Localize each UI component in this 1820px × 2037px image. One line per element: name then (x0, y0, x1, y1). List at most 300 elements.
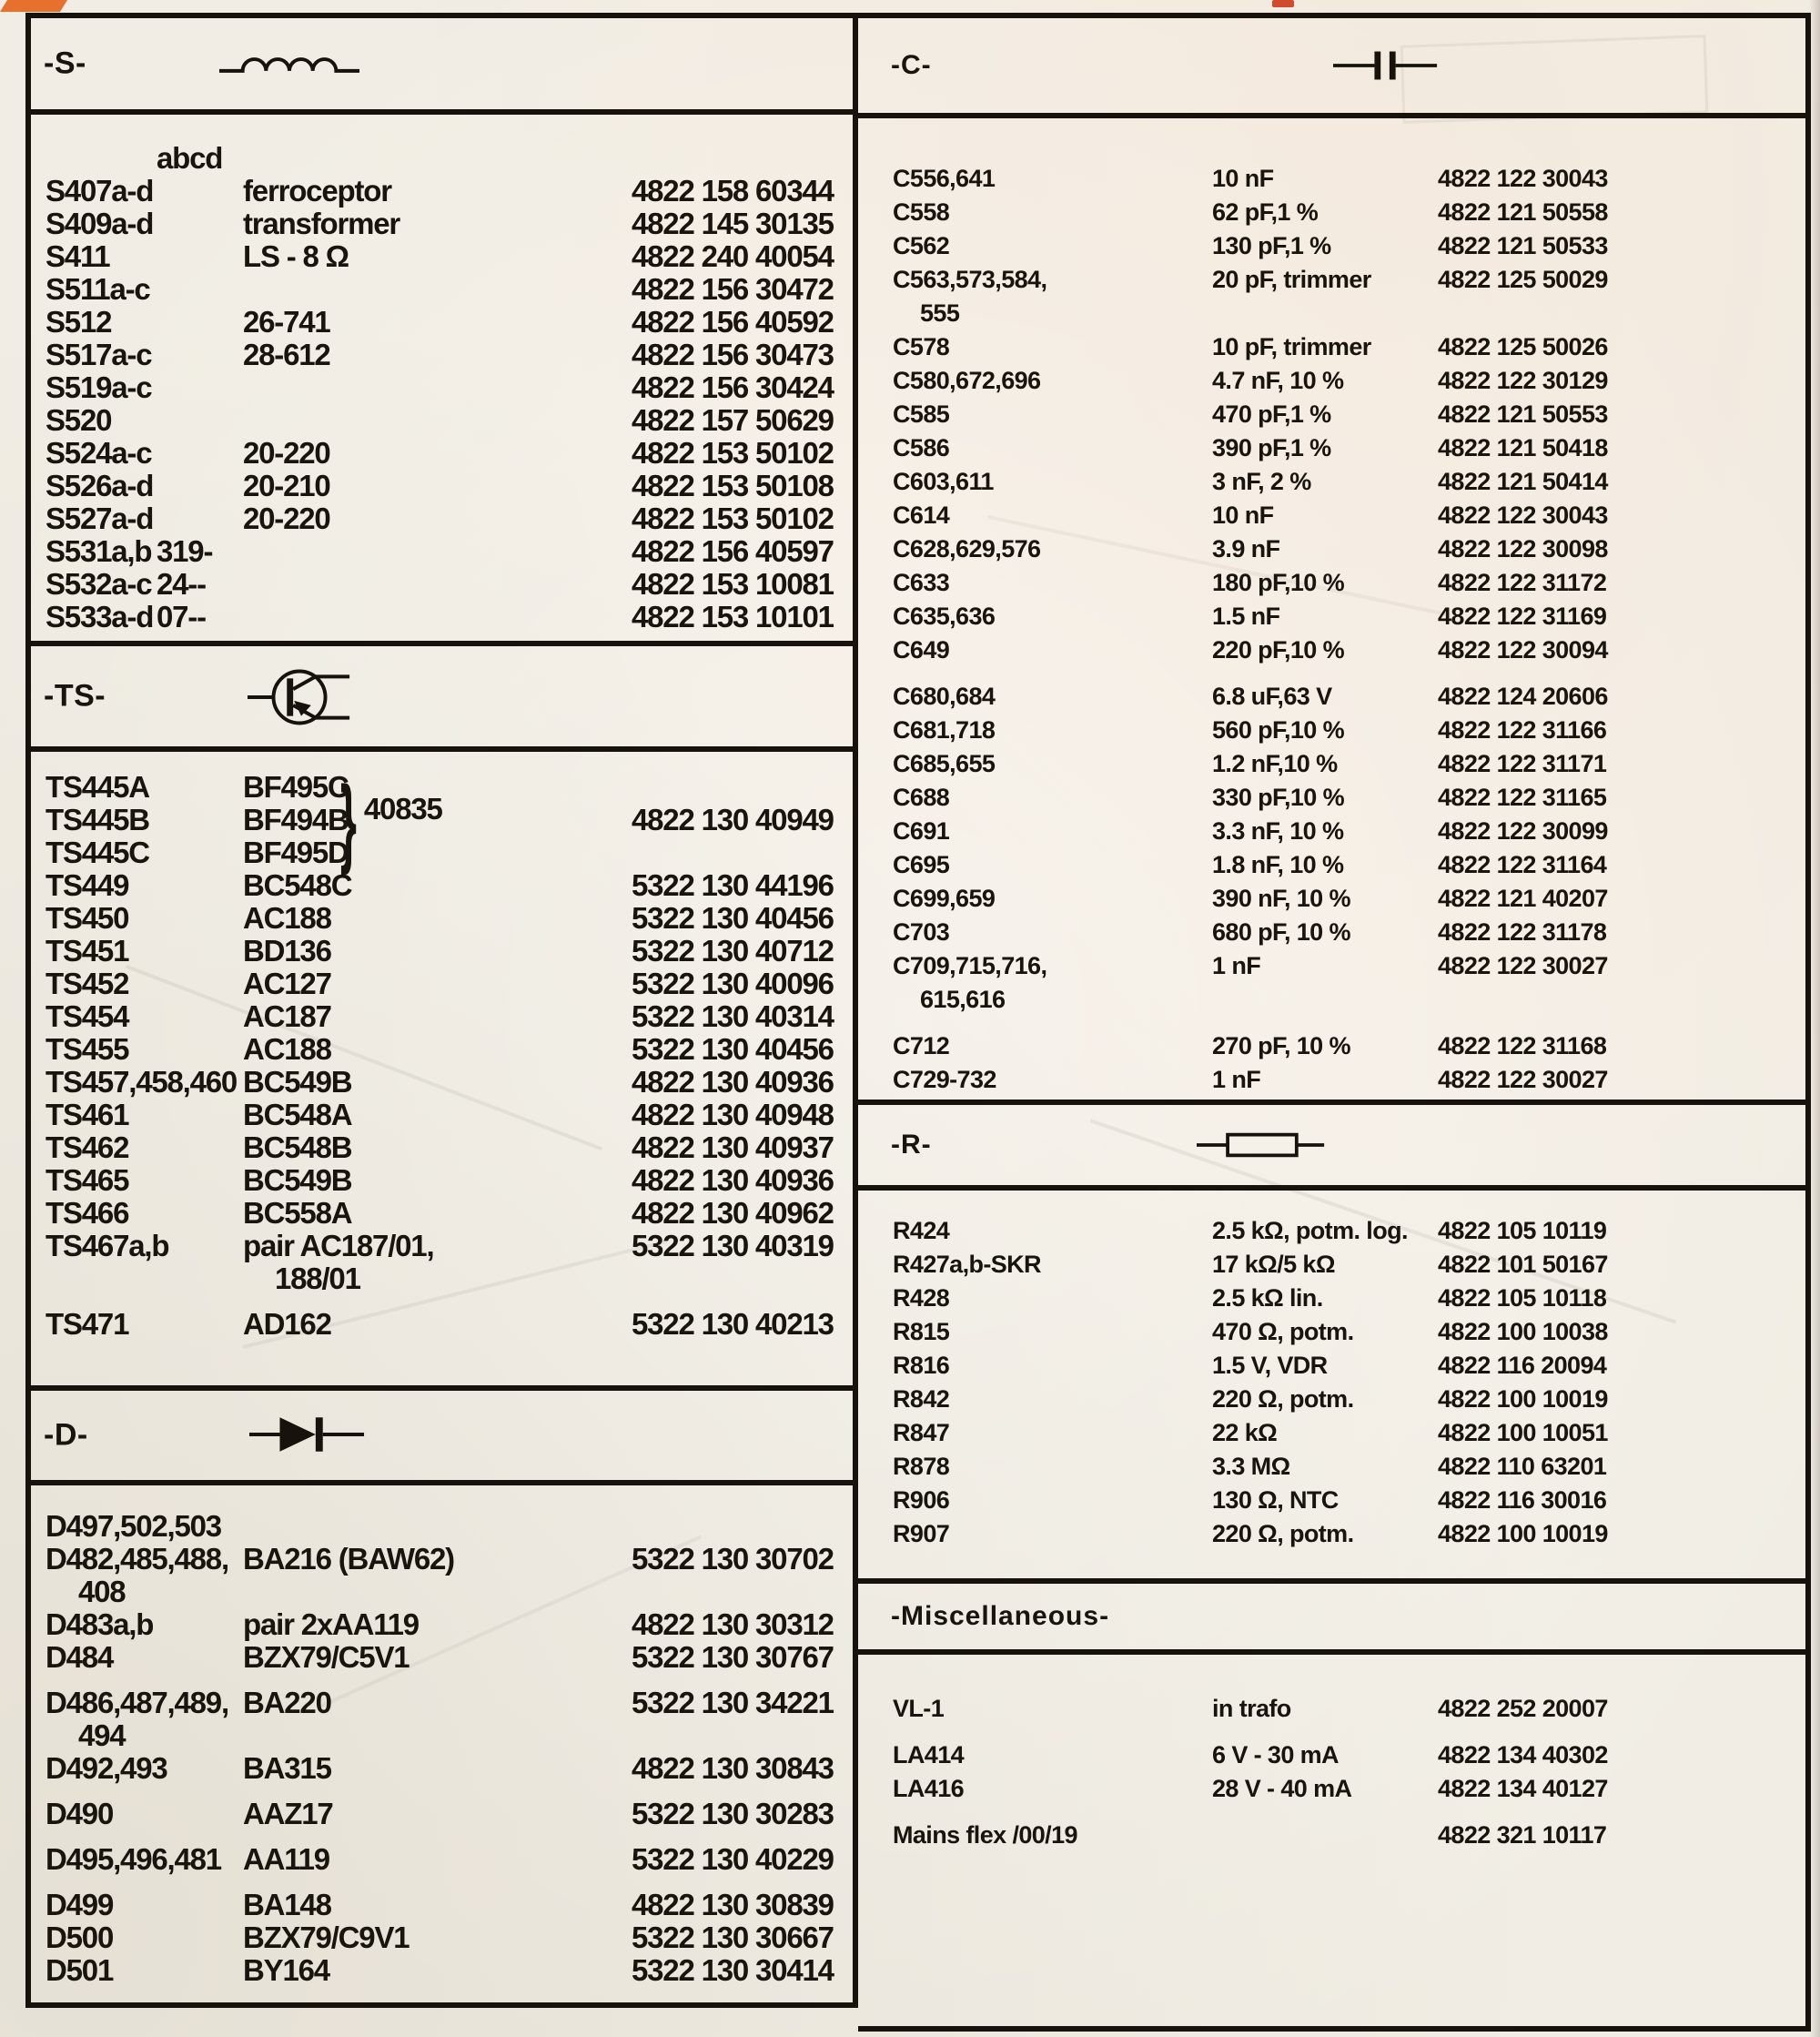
part-value: 6.8 uF,63 V (1212, 683, 1332, 710)
part-value: 28-612 (243, 338, 330, 371)
part-ref: C562 (893, 232, 950, 259)
part-row (31, 1164, 853, 1197)
part-row (858, 815, 1805, 848)
part-row (858, 364, 1805, 398)
section-ts-rows (31, 752, 853, 1385)
part-code: 5322 130 40319 (632, 1229, 834, 1262)
column-header-label: abcd (157, 141, 223, 175)
part-ref: 615,616 (920, 986, 1006, 1013)
part-row (858, 1484, 1805, 1517)
section-c (858, 118, 1805, 1105)
part-value: BC549B (243, 1065, 352, 1099)
part-code: 4822 122 30098 (1438, 535, 1608, 562)
part-row (858, 1738, 1805, 1772)
part-value: BD136 (243, 934, 331, 968)
part-value: 1.5 nF (1212, 603, 1280, 630)
part-code: 4822 240 40054 (632, 239, 834, 273)
part-code: 4822 125 50026 (1438, 333, 1608, 360)
group-brace (340, 764, 442, 877)
part-code: 4822 130 40936 (632, 1065, 834, 1099)
part-row (858, 499, 1805, 532)
part-code: 5322 130 40456 (632, 901, 834, 935)
part-value: 220 Ω, potm. (1212, 1520, 1354, 1547)
section-d-rows (31, 1485, 853, 2002)
part-code: 4822 105 10119 (1438, 1217, 1607, 1244)
part-code: 5322 130 30667 (632, 1920, 834, 1954)
part-value: 130 pF,1 % (1212, 232, 1331, 259)
part-ref: S520 (46, 403, 112, 437)
part-row (858, 398, 1805, 431)
resistor-icon (1197, 1129, 1326, 1161)
part-ref: TS466 (46, 1196, 129, 1230)
section-r-rows (858, 1191, 1805, 1578)
part-ref: TS461 (46, 1098, 129, 1131)
section-d-header (31, 1391, 853, 1485)
part-code: 4822 156 30424 (632, 370, 834, 404)
part-row (858, 431, 1805, 465)
part-value: 4.7 nF, 10 % (1212, 367, 1344, 394)
part-ref: D482,485,488, (46, 1542, 228, 1576)
part-code: 4822 125 50029 (1438, 266, 1608, 293)
section-miscellaneous-label: -Miscellaneous- (891, 1601, 1110, 1631)
part-code: 4822 130 40962 (632, 1196, 834, 1230)
part-value: BA216 (BAW62) (243, 1542, 454, 1576)
scan-corner-mark (0, 0, 67, 12)
part-code: 5322 130 40456 (632, 1032, 834, 1066)
part-ref: D497,502,503 (46, 1509, 221, 1543)
part-value: pair 2xAA119 (243, 1607, 419, 1641)
part-ref: C585 (893, 400, 950, 428)
part-code: 4822 122 31172 (1438, 569, 1607, 596)
part-row (858, 781, 1805, 815)
part-row (31, 1752, 853, 1785)
part-row (858, 1517, 1805, 1551)
part-code: 4822 122 31164 (1438, 851, 1607, 878)
part-code: 4822 121 50414 (1438, 468, 1608, 495)
part-row (31, 273, 853, 306)
part-value: 1.5 V, VDR (1212, 1352, 1328, 1379)
part-value: 17 kΩ/5 kΩ (1212, 1251, 1335, 1278)
part-ref: TS445B (46, 803, 149, 836)
part-code: 4822 122 30099 (1438, 817, 1608, 845)
part-row (858, 714, 1805, 747)
part-row (31, 902, 853, 935)
part-ref: R907 (893, 1520, 950, 1547)
part-code: 4822 130 30843 (632, 1751, 834, 1785)
part-value: 220 pF,10 % (1212, 636, 1344, 664)
part-row (858, 1063, 1805, 1097)
part-row (31, 470, 853, 502)
part-value: pair AC187/01, (243, 1229, 434, 1262)
part-value: 10 nF (1212, 165, 1274, 192)
part-code: 4822 153 10101 (632, 600, 834, 633)
part-subref: 24-- (157, 567, 206, 601)
parts-table-right (858, 13, 1811, 2032)
part-ref: R906 (893, 1486, 950, 1514)
section-miscellaneous-rows (858, 1655, 1805, 2026)
part-ref: D501 (46, 1953, 114, 1987)
part-code: 4822 145 30135 (632, 207, 834, 240)
part-value: 26-741 (243, 305, 330, 339)
part-ref: D492,493 (46, 1751, 167, 1785)
part-ref: S524a-c (46, 436, 152, 470)
part-value: 470 Ω, potm. (1212, 1318, 1354, 1345)
part-ref: LA414 (893, 1741, 965, 1768)
brace-glyph: } (340, 764, 357, 877)
part-ref: TS457,458,460 (46, 1065, 238, 1099)
part-row (858, 1315, 1805, 1349)
part-row (31, 1798, 853, 1830)
part-row (31, 1510, 853, 1543)
section-r-label: -R- (891, 1130, 932, 1160)
part-code: 4822 110 63201 (1438, 1453, 1607, 1480)
part-ref: TS449 (46, 868, 129, 902)
part-ref: VL-1 (893, 1695, 945, 1722)
part-value: 3 nF, 2 % (1212, 468, 1311, 495)
part-ref: D495,496,481 (46, 1842, 221, 1876)
part-code: 4822 100 10019 (1438, 1520, 1608, 1547)
part-value: 188/01 (275, 1262, 360, 1295)
part-ref: C578 (893, 333, 950, 360)
part-value: 62 pF,1 % (1212, 198, 1319, 226)
part-ref: R816 (893, 1352, 950, 1379)
part-value: AA119 (243, 1842, 329, 1876)
part-row (858, 1214, 1805, 1248)
part-row (858, 680, 1805, 714)
part-code: 4822 100 10019 (1438, 1385, 1608, 1413)
part-row (858, 882, 1805, 916)
part-row (31, 1576, 853, 1608)
section-s-label: -S- (44, 46, 86, 81)
part-code: 4822 130 40949 (632, 803, 834, 836)
part-ref: TS452 (46, 967, 129, 1000)
part-ref: TS465 (46, 1163, 129, 1197)
part-ref: C680,684 (893, 683, 996, 710)
diode-icon (249, 1414, 366, 1454)
part-code: 4822 156 40592 (632, 305, 834, 339)
part-code: 4822 124 20606 (1438, 683, 1608, 710)
part-value: AC188 (243, 901, 331, 935)
part-ref: S527a-d (46, 502, 154, 535)
brace-note: 40835 (363, 792, 442, 826)
part-ref: S512 (46, 305, 112, 339)
part-ref: R878 (893, 1453, 950, 1480)
part-code: 4822 130 40937 (632, 1130, 834, 1164)
part-ref: TS467a,b (46, 1229, 169, 1262)
part-value: BC558A (243, 1196, 352, 1230)
part-code: 4822 122 31168 (1438, 1032, 1607, 1059)
part-value: BA148 (243, 1888, 331, 1921)
part-value: 560 pF,10 % (1212, 716, 1344, 744)
part-code: 4822 153 10081 (632, 567, 834, 601)
part-row (31, 935, 853, 968)
part-value: BZX79/C5V1 (243, 1640, 410, 1674)
part-code: 4822 156 30473 (632, 338, 834, 371)
part-row (858, 1416, 1805, 1450)
part-row (858, 983, 1805, 1017)
part-code: 5322 130 30767 (632, 1640, 834, 1674)
part-row (858, 848, 1805, 882)
part-value: in trafo (1212, 1695, 1291, 1722)
part-row (858, 1772, 1805, 1806)
part-value: 22 kΩ (1212, 1419, 1278, 1446)
part-row (858, 1029, 1805, 1063)
part-ref: D500 (46, 1920, 114, 1954)
part-ref: 408 (78, 1575, 126, 1608)
part-row (31, 1099, 853, 1131)
part-row (858, 162, 1805, 196)
part-row (31, 1308, 853, 1341)
part-value: 2.5 kΩ lin. (1212, 1284, 1323, 1312)
part-code: 4822 130 30839 (632, 1888, 834, 1921)
part-ref: TS454 (46, 999, 129, 1033)
part-row (31, 1066, 853, 1099)
part-value: BC548B (243, 1130, 352, 1164)
part-row (31, 404, 853, 437)
part-value: 390 nF, 10 % (1212, 885, 1350, 912)
part-ref: S533a-d (46, 600, 154, 633)
part-code: 4822 122 30043 (1438, 165, 1608, 192)
part-code: 4822 122 31178 (1438, 918, 1607, 946)
part-ref: C628,629,576 (893, 535, 1041, 562)
part-row (858, 566, 1805, 600)
part-ref: Mains flex /00/19 (893, 1821, 1077, 1849)
part-value: BF495D (243, 836, 349, 869)
section-d (31, 1485, 853, 2002)
part-row (858, 600, 1805, 633)
part-ref: TS450 (46, 901, 129, 935)
part-row (858, 229, 1805, 263)
section-r-header (858, 1105, 1805, 1191)
part-ref: C563,573,584, (893, 266, 1047, 293)
part-ref: S407a-d (46, 174, 154, 208)
part-ref: D486,487,489, (46, 1686, 228, 1719)
part-code: 4822 105 10118 (1438, 1284, 1607, 1312)
part-ref: C729-732 (893, 1066, 996, 1093)
part-code: 4822 157 50629 (632, 403, 834, 437)
part-code: 4822 121 50418 (1438, 434, 1608, 461)
section-r (858, 1191, 1805, 1584)
part-code: 4822 121 50533 (1438, 232, 1608, 259)
part-value: 680 pF, 10 % (1212, 918, 1350, 946)
part-ref: C586 (893, 434, 950, 461)
part-ref: D490 (46, 1797, 114, 1830)
part-ref: R847 (893, 1419, 950, 1446)
section-ts (31, 752, 853, 1391)
part-ref: TS451 (46, 934, 129, 968)
part-row (858, 1383, 1805, 1416)
part-value: 20-210 (243, 469, 330, 502)
part-code: 4822 158 60344 (632, 174, 834, 208)
part-code: 4822 122 30129 (1438, 367, 1608, 394)
section-ts-label: -TS- (44, 678, 106, 714)
part-value: 20-220 (243, 436, 330, 470)
part-value: 220 Ω, potm. (1212, 1385, 1354, 1413)
part-row (31, 1033, 853, 1066)
part-ref: TS462 (46, 1130, 129, 1164)
part-ref: LA416 (893, 1775, 965, 1802)
part-row (31, 535, 853, 568)
part-row (858, 532, 1805, 566)
part-row (858, 263, 1805, 297)
part-ref: C695 (893, 851, 950, 878)
part-ref: D483a,b (46, 1607, 154, 1641)
part-ref: C580,672,696 (893, 367, 1041, 394)
part-ref: C688 (893, 784, 950, 811)
part-row (31, 1230, 853, 1262)
part-row (858, 916, 1805, 949)
part-ref: C633 (893, 569, 950, 596)
part-code: 5322 130 30283 (632, 1797, 834, 1830)
part-ref: S409a-d (46, 207, 154, 240)
part-row (31, 1197, 853, 1230)
part-ref: 555 (920, 299, 960, 327)
part-row (31, 1954, 853, 1987)
part-code: 4822 134 40302 (1438, 1741, 1608, 1768)
part-value: AC188 (243, 1032, 331, 1066)
part-ref: C691 (893, 817, 950, 845)
part-ref: C699,659 (893, 885, 996, 912)
part-ref: D484 (46, 1640, 114, 1674)
part-row (31, 1262, 853, 1295)
part-value: transformer (243, 207, 400, 240)
part-row (31, 869, 853, 902)
column-header-row (31, 142, 853, 175)
part-value: 1 nF (1212, 1066, 1261, 1093)
section-miscellaneous-header (858, 1584, 1805, 1655)
part-value: BF494B (243, 803, 349, 836)
part-ref: C703 (893, 918, 950, 946)
part-code: 5322 130 40712 (632, 934, 834, 968)
part-code: 4822 122 30027 (1438, 1066, 1608, 1093)
part-value: ferroceptor (243, 174, 391, 208)
part-value: AC187 (243, 999, 331, 1033)
part-value: AAZ17 (243, 1797, 333, 1830)
part-row (31, 437, 853, 470)
part-ref: C603,611 (893, 468, 994, 495)
part-ref: R428 (893, 1284, 950, 1312)
part-row (31, 175, 853, 208)
section-s-header (31, 18, 853, 115)
part-code: 4822 130 40936 (632, 1163, 834, 1197)
part-code: 4822 156 30472 (632, 272, 834, 306)
part-code: 4822 116 20094 (1438, 1352, 1607, 1379)
part-row (31, 601, 853, 633)
part-value: 390 pF,1 % (1212, 434, 1331, 461)
part-code: 5322 130 44196 (632, 868, 834, 902)
scan-red-speck (1272, 0, 1294, 7)
part-row (31, 306, 853, 339)
part-value: 3.9 nF (1212, 535, 1280, 562)
part-value: BA315 (243, 1751, 331, 1785)
part-ref: R427a,b-SKR (893, 1251, 1041, 1278)
part-row (31, 1641, 853, 1674)
part-code: 4822 321 10117 (1438, 1821, 1607, 1849)
part-row (858, 1349, 1805, 1383)
part-value: 20-220 (243, 502, 330, 535)
section-c-label: -C- (891, 50, 932, 80)
part-row (31, 1543, 853, 1576)
part-value: 1.8 nF, 10 % (1212, 851, 1344, 878)
part-ref: 494 (78, 1718, 126, 1752)
part-row (858, 330, 1805, 364)
part-code: 4822 100 10051 (1438, 1419, 1608, 1446)
part-value: 1.2 nF,10 % (1212, 750, 1338, 777)
section-miscellaneous (858, 1655, 1805, 2026)
part-value: 270 pF, 10 % (1212, 1032, 1350, 1059)
part-row (31, 1608, 853, 1641)
part-row (31, 968, 853, 1000)
part-ref: C635,636 (893, 603, 996, 630)
part-value: 1 nF (1212, 952, 1261, 979)
part-ref: TS471 (46, 1307, 129, 1341)
part-row (858, 949, 1805, 983)
part-value: BZX79/C9V1 (243, 1920, 410, 1954)
part-value: 10 nF (1212, 502, 1274, 529)
part-value: BA220 (243, 1686, 331, 1719)
part-row (31, 1719, 853, 1752)
part-row (858, 1450, 1805, 1484)
part-code: 4822 130 30312 (632, 1607, 834, 1641)
part-row (31, 208, 853, 240)
part-value: BC549B (243, 1163, 352, 1197)
part-code: 4822 101 50167 (1438, 1251, 1608, 1278)
part-row (31, 1000, 853, 1033)
part-ref: S519a-c (46, 370, 152, 404)
part-code: 4822 122 31169 (1438, 603, 1607, 630)
part-ref: TS455 (46, 1032, 129, 1066)
part-ref: TS445C (46, 836, 149, 869)
part-row (858, 1692, 1805, 1726)
part-row (31, 1687, 853, 1719)
part-ref: C685,655 (893, 750, 996, 777)
parts-table-left (25, 13, 858, 2008)
part-value: AD162 (243, 1307, 331, 1341)
part-value: BY164 (243, 1953, 329, 1987)
part-ref: R815 (893, 1318, 950, 1345)
part-ref: S531a,b (46, 534, 152, 568)
capacitor-icon (1333, 47, 1439, 84)
part-code: 4822 252 20007 (1438, 1695, 1608, 1722)
part-row (858, 1282, 1805, 1315)
part-row (858, 633, 1805, 667)
section-d-label: -D- (44, 1417, 88, 1453)
part-ref: C558 (893, 198, 950, 226)
part-ref: C614 (893, 502, 950, 529)
part-code: 5322 130 40213 (632, 1307, 834, 1341)
part-code: 5322 130 30702 (632, 1542, 834, 1576)
part-ref: R424 (893, 1217, 950, 1244)
part-value: BF495C (243, 770, 349, 804)
part-code: 4822 122 30043 (1438, 502, 1608, 529)
part-code: 4822 153 50108 (632, 469, 834, 502)
part-code: 5322 130 30414 (632, 1953, 834, 1987)
part-value: 2.5 kΩ, potm. log. (1212, 1217, 1408, 1244)
part-code: 4822 153 50102 (632, 502, 834, 535)
part-row (31, 371, 853, 404)
section-s-rows (31, 115, 853, 641)
part-row (858, 1248, 1805, 1282)
section-c-rows (858, 118, 1805, 1100)
part-row (858, 297, 1805, 330)
part-code: 4822 121 40207 (1438, 885, 1608, 912)
part-ref: S532a-c (46, 567, 152, 601)
part-ref: S517a-c (46, 338, 152, 371)
part-value: 6 V - 30 mA (1212, 1741, 1339, 1768)
part-ref: C712 (893, 1032, 950, 1059)
part-row (31, 1131, 853, 1164)
part-row (31, 1889, 853, 1921)
